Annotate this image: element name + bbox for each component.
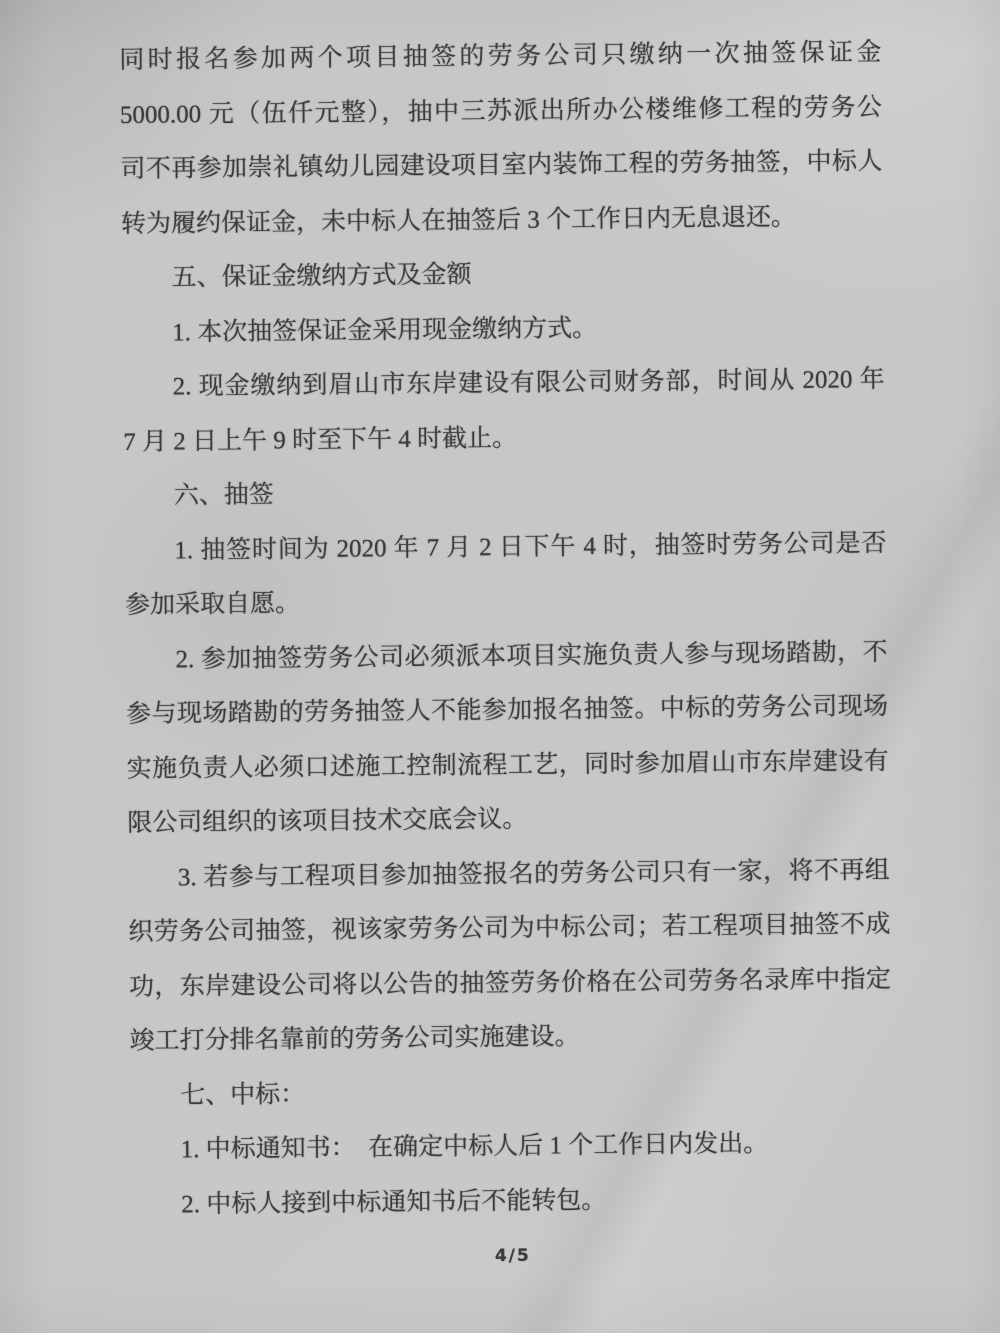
text-line: 同时报名参加两个项目抽签的劳务公司只缴纳一次抽签保证金 bbox=[119, 39, 882, 74]
text-line: 参加采取自愿。 bbox=[124, 590, 301, 619]
page-number: 4/5 bbox=[494, 1245, 531, 1267]
text-line: 织劳务公司抽签，视该家劳务公司为中标公司；若工程项目抽签不成 bbox=[128, 910, 891, 946]
text-line: 五、保证金缴纳方式及金额 bbox=[171, 261, 472, 292]
text-line: 7 月 2 日上午 9 时至下午 4 时截止。 bbox=[123, 424, 518, 456]
text-line: 5000.00 元（伍仟元整），抽中三苏派出所办公楼维修工程的劳务公 bbox=[119, 93, 882, 129]
text-line: 实施负责人必须口述施工控制流程工艺，同时参加眉山市东岸建设有 bbox=[126, 747, 889, 783]
text-line: 限公司组织的该项目技术交底会议。 bbox=[127, 805, 528, 837]
text-line: 司不再参加崇礼镇幼儿园建设项目室内装饰工程的劳务抽签，中标人 bbox=[120, 148, 883, 183]
text-line: 2. 现金缴纳到眉山市东岸建设有限公司财务部，时间从 2020 年 bbox=[172, 365, 885, 401]
text-line: 七、中标： bbox=[179, 1080, 306, 1109]
text-line: 1. 中标通知书： 在确定中标人后 1 个工作日内发出。 bbox=[180, 1130, 769, 1164]
document-lines bbox=[119, 26, 894, 1233]
text-line: 2. 中标人接到中标通知书后不能转包。 bbox=[181, 1186, 607, 1218]
text-line: 功，东岸建设公司将以公告的抽签劳务价格在公司劳务名录库中指定 bbox=[128, 965, 892, 1001]
text-line: 2. 参加抽签劳务公司必须派本项目实施负责人参与现场踏勘，不 bbox=[175, 638, 888, 673]
text-line: 转为履约保证金，未中标人在抽签后 3 个工作日内无息退还。 bbox=[120, 203, 797, 238]
document-text-block bbox=[119, 26, 894, 1271]
text-line: 1. 本次抽签保证金采用现金缴纳方式。 bbox=[172, 314, 598, 346]
text-line: 3. 若参与工程项目参加抽签报名的劳务公司只有一家，将不再组 bbox=[177, 856, 890, 891]
text-line: 1. 抽签时间为 2020 年 7 月 2 日下午 4 时，抽签时劳务公司是否 bbox=[174, 529, 887, 564]
text-line: 参与现场踏勘的劳务抽签人不能参加报名抽签。中标的劳务公司现场 bbox=[126, 692, 889, 728]
text-line: 六、抽签 bbox=[173, 481, 275, 510]
text-line: 竣工打分排名靠前的劳务公司实施建设。 bbox=[129, 1023, 580, 1055]
